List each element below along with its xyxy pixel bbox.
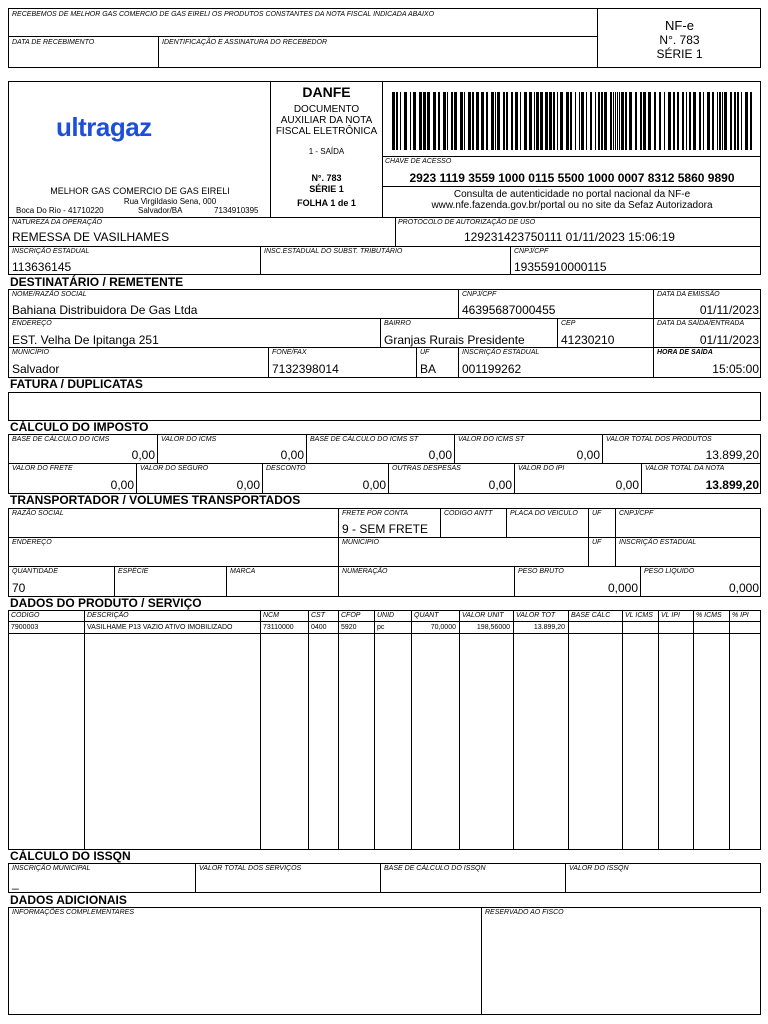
barcode-bar	[468, 92, 471, 150]
barcode-bar	[464, 92, 465, 150]
barcode-bar	[438, 92, 440, 150]
barcode-bar	[615, 92, 616, 150]
imp-r2-v1	[136, 463, 137, 494]
dest-v-uf	[416, 347, 417, 378]
transp-v-especie	[114, 566, 115, 597]
barcode-bar	[643, 92, 646, 150]
transp-especie-label: ESPÉCIE	[118, 568, 149, 575]
produtos-section: DADOS DO PRODUTO / SERVIÇO	[10, 596, 202, 610]
produtos-header-unid: UNID	[377, 612, 395, 619]
issqn-v3	[565, 863, 566, 893]
barcode-bar	[503, 92, 505, 150]
produtos-row-line	[8, 633, 761, 634]
produtos-header-pct-ipi: % IPI	[732, 612, 749, 619]
imp-bc-st-label: BASE DE CÁLCULO DO ICMS ST	[310, 436, 419, 443]
transp-peso-bruto-label: PESO BRUTO	[518, 568, 564, 575]
barcode-bar	[590, 92, 592, 150]
barcode-bar	[549, 92, 552, 150]
ie-divider	[260, 246, 261, 275]
imp-total-prod: 13.899,20	[705, 448, 759, 462]
canhoto-nfe-label: NF-e	[665, 18, 694, 33]
transp-peso-liquido: 0,000	[728, 581, 759, 595]
canhoto-nfe-serie: SÉRIE 1	[656, 47, 703, 61]
barcode-bar	[613, 92, 614, 150]
imp-total-nota-label: VALOR TOTAL DA NOTA	[645, 465, 725, 472]
fatura-box	[8, 392, 761, 421]
produto-cell-descricao: VASILHAME P13 VAZIO ATIVO IMOBILIZADO	[87, 624, 233, 631]
dest-nome: Bahiana Distribuidora De Gas Ltda	[12, 303, 198, 317]
transp-v-peso	[514, 566, 515, 597]
emitente-bairro: Boca Do Rio - 41710220	[16, 206, 104, 215]
danfe-line1: DOCUMENTO	[293, 104, 360, 115]
adicionais-section: DADOS ADICIONAIS	[10, 893, 127, 907]
barcode-bar	[419, 92, 422, 150]
dest-saida-label: DATA DA SAÍDA/ENTRADA	[657, 320, 745, 327]
produtos-header-quant: QUANT	[414, 612, 439, 619]
produtos-header-valor-unit: VALOR UNIT	[462, 612, 504, 619]
produtos-col-divider	[513, 610, 514, 850]
produtos-col-divider	[658, 610, 659, 850]
adicionais-divider	[481, 907, 482, 1015]
imp-icms-label: VALOR DO ICMS	[161, 436, 217, 443]
issqn-im-value: _	[12, 876, 19, 890]
dest-endereco-label: ENDEREÇO	[12, 320, 52, 327]
transp-placa-label: PLACA DO VEICULO	[510, 510, 578, 517]
produtos-header-pct-icms: % ICMS	[696, 612, 722, 619]
barcode-bar	[520, 92, 521, 150]
barcode-bar	[586, 92, 587, 150]
barcode-bar	[545, 92, 548, 150]
produto-cell-valor-unit: 198,56000	[476, 624, 510, 631]
iest-divider	[510, 246, 511, 275]
natureza-top-line	[8, 217, 761, 218]
transp-uf2-label: UF	[592, 539, 602, 546]
barcode-bar	[495, 92, 496, 150]
produto-cell-codigo: 7900003	[11, 624, 39, 631]
barcode-bar	[689, 92, 691, 150]
dest-municipio-label: MUNICÍPIO	[12, 349, 49, 356]
transp-municipio-label: MUNICIPIO	[342, 539, 379, 546]
imp-r1-v1	[157, 434, 158, 463]
danfe-line2: AUXILIAR DA NOTA	[280, 115, 373, 126]
barcode-bar	[433, 92, 436, 150]
chave-value: 2923 1119 3559 1000 0115 5500 1000 0007 8312 5860 9890	[409, 171, 735, 185]
inscricao-top-line	[8, 246, 761, 247]
produtos-header-vl-ipi: VL IPI	[661, 612, 680, 619]
produtos-col-divider	[568, 610, 569, 850]
dest-emissao: 01/11/2023	[699, 303, 759, 317]
produtos-header-base-calc: BASE CÁLC	[571, 612, 611, 619]
dest-v-ie	[458, 347, 459, 378]
produtos-header-codigo: CÓDIGO	[11, 612, 40, 619]
dest-saida: 01/11/2023	[699, 333, 759, 347]
emitente-cnpj-label: CNPJ/CPF	[514, 248, 549, 255]
transp-numeracao-label: NUMERAÇÃO	[342, 568, 388, 575]
barcode-bar	[579, 92, 580, 150]
issqn-valor-label: VALOR DO ISSQN	[569, 865, 629, 872]
imp-outras-label: OUTRAS DESPESAS	[392, 465, 461, 472]
barcode-bar	[722, 92, 723, 150]
protocolo-label: PROTOCOLO DE AUTORIZAÇÃO DE USO	[398, 219, 536, 226]
issqn-section: CÁLCULO DO ISSQN	[10, 849, 131, 863]
dest-v-bairro	[380, 318, 381, 347]
emitente-endereco: Rua Virgildasio Sena, 000	[123, 197, 217, 206]
transp-quantidade-label: QUANTIDADE	[12, 568, 58, 575]
produto-cell-quant: 70,0000	[430, 624, 456, 631]
barcode-bar	[707, 92, 710, 150]
barcode-bar	[659, 92, 661, 150]
reservado-fisco-label: RESERVADO AO FISCO	[485, 909, 564, 916]
dest-fone: 7132398014	[272, 362, 339, 376]
natureza-value: REMESSA DE VASILHAMES	[12, 230, 170, 244]
produtos-header-valor-tot: VALOR TOT	[516, 612, 556, 619]
barcode-bar	[699, 92, 701, 150]
barcode-bar	[686, 92, 687, 150]
emitente-nome: MELHOR GAS COMERCIO DE GAS EIRELI	[50, 186, 230, 196]
dest-cep-label: CEP	[561, 320, 576, 327]
emitente-cidade: Salvador/BA	[138, 206, 183, 215]
transp-v-antt	[440, 508, 441, 537]
barcode-bar	[486, 92, 488, 150]
barcode-bar	[515, 92, 518, 150]
barcode-bar	[734, 92, 736, 150]
consulta-top-line	[382, 186, 761, 187]
produto-cell-cst: 0400	[311, 624, 327, 631]
barcode-bar	[617, 92, 618, 150]
barcode-bar	[619, 92, 620, 150]
dest-fone-label: FONE/FAX	[272, 349, 307, 356]
imp-total-nota: 13.899,20	[705, 478, 759, 492]
barcode-bar	[595, 92, 596, 150]
barcode-bar	[511, 92, 513, 150]
danfe-line3: FISCAL ELETRÔNICA	[275, 126, 378, 137]
barcode-bar	[682, 92, 684, 150]
imp-frete: 0,00	[110, 478, 134, 492]
dest-ie: 001199262	[462, 362, 522, 376]
produtos-col-divider	[308, 610, 309, 850]
dest-endereco: EST. Velha De Ipitanga 251	[12, 333, 159, 347]
canhoto-vline	[158, 36, 159, 68]
issqn-v1	[195, 863, 196, 893]
barcode-bar	[654, 92, 656, 150]
imp-r2-v5	[641, 463, 642, 494]
adicionais-box	[8, 907, 761, 1015]
produtos-col-divider	[622, 610, 623, 850]
barcode-bar	[621, 92, 624, 150]
imp-icms-st: 0,00	[576, 448, 600, 462]
barcode-bar	[524, 92, 527, 150]
barcode-bar	[648, 92, 651, 150]
barcode-bar	[392, 92, 395, 150]
imp-r1-v2	[306, 434, 307, 463]
produtos-header-ncm: NCM	[263, 612, 279, 619]
issqn-base-label: BASE DE CÁLCULO DO ISSQN	[384, 865, 486, 872]
transp-line1	[8, 537, 761, 538]
barcode-bar	[724, 92, 727, 150]
identificacao-label: IDENTIFICAÇÃO E ASSINATURA DO RECEBEDOR	[162, 39, 328, 46]
danfe-numero: N°. 783	[311, 173, 342, 183]
barcode-bar	[664, 92, 665, 150]
transp-peso-liquido-label: PESO LIQUIDO	[644, 568, 695, 575]
imp-seguro-label: VALOR DO SEGURO	[140, 465, 209, 472]
issqn-im-label: INSCRIÇÃO MUNICIPAL	[12, 865, 91, 872]
barcode-bar	[625, 92, 627, 150]
barcode-bar	[529, 92, 532, 150]
natureza-label: NATUREZA DA OPERAÇÃO	[12, 219, 102, 226]
imp-ipi-label: VALOR DO IPI	[518, 465, 565, 472]
protocolo-value: 129231423750111 01/11/2023 15:06:19	[464, 230, 675, 244]
chave-label: CHAVE DE ACESSO	[385, 158, 452, 165]
dest-bairro: Granjas Rurais Presidente	[384, 333, 525, 347]
dest-v-emissao	[653, 289, 654, 378]
transportador-section: TRANSPORTADOR / VOLUMES TRANSPORTADOS	[10, 493, 301, 507]
dest-v-fone	[268, 347, 269, 378]
barcode-bar	[557, 92, 558, 150]
ie-value: 113636145	[12, 260, 72, 274]
dest-hora-label: HORA DE SAÍDA	[657, 349, 713, 356]
fatura-section: FATURA / DUPLICATAS	[10, 377, 143, 391]
imposto-mid-line	[8, 463, 761, 464]
danfe-folha: FOLHA 1 de 1	[297, 198, 356, 208]
barcode-bar	[598, 92, 600, 150]
produtos-col-divider	[260, 610, 261, 850]
canhoto-hline	[8, 36, 597, 37]
destinatario-section: DESTINATÁRIO / REMETENTE	[10, 275, 184, 289]
barcode-bar	[460, 92, 463, 150]
imp-r2-v2	[262, 463, 263, 494]
imp-outras: 0,00	[488, 478, 512, 492]
transp-frete-label: FRETE POR CONTA	[342, 510, 408, 517]
issqn-vts-label: VALOR TOTAL DOS SERVIÇOS	[199, 865, 302, 872]
barcode-bar	[443, 92, 446, 150]
dest-line1	[8, 318, 761, 319]
imp-bc-icms: 0,00	[131, 448, 155, 462]
barcode-bar	[410, 92, 411, 150]
barcode-bar	[396, 92, 398, 150]
produtos-col-divider	[84, 610, 85, 850]
danfe-title: DANFE	[302, 84, 351, 100]
produtos-header-cfop: CFOP	[341, 612, 361, 619]
produtos-col-divider	[693, 610, 694, 850]
produtos-header-vl-icms: VL ICMS	[625, 612, 653, 619]
dest-cep: 41230210	[561, 333, 615, 347]
barcode-bar	[570, 92, 572, 150]
imp-r1-v4	[602, 434, 603, 463]
danfe-tipo: 1 - SAÍDA	[308, 147, 345, 156]
barcode-bar	[472, 92, 474, 150]
barcode-bar	[677, 92, 679, 150]
transp-quantidade: 70	[12, 581, 26, 595]
barcode-bar	[553, 92, 555, 150]
barcode-bar	[447, 92, 448, 150]
dest-cnpj-label: CNPJ/CPF	[462, 291, 497, 298]
imp-bc-icms-label: BASE DE CÁLCULO DO ICMS	[12, 436, 110, 443]
barcode-bar	[719, 92, 721, 150]
imp-icms: 0,00	[280, 448, 304, 462]
ie-label: INSCRIÇÃO ESTADUAL	[12, 248, 90, 255]
info-complementares-label: INFORMAÇÕES COMPLEMENTARES	[12, 909, 134, 916]
imp-desconto: 0,00	[362, 478, 386, 492]
barcode-bar	[640, 92, 642, 150]
imp-icms-st-label: VALOR DO ICMS ST	[458, 436, 525, 443]
logo-text: ultragaz	[56, 112, 152, 142]
transp-v-placa	[506, 508, 507, 537]
barcode-bar	[497, 92, 500, 150]
dest-uf-label: UF	[420, 349, 430, 356]
imp-bc-st: 0,00	[428, 448, 452, 462]
barcode-bar	[673, 92, 675, 150]
transp-peso-bruto: 0,000	[607, 581, 638, 595]
barcode-bar	[581, 92, 584, 150]
barcode-bar	[423, 92, 426, 150]
barcode-bar	[400, 92, 401, 150]
barcode-bar	[737, 92, 739, 150]
produtos-col-divider	[338, 610, 339, 850]
imp-r2-v3	[388, 463, 389, 494]
produto-cell-unid: pc	[377, 624, 385, 631]
danfe-serie: SÉRIE 1	[309, 184, 344, 194]
produtos-header-descricao: DESCRIÇÃO	[87, 612, 129, 619]
barcode-bar	[481, 92, 484, 150]
barcode-bar	[741, 92, 742, 150]
barcode-bar	[534, 92, 535, 150]
dest-uf: BA	[420, 362, 437, 376]
data-recebimento-label: DATA DE RECEBIMENTO	[12, 39, 95, 46]
dest-bairro-label: BAIRRO	[384, 320, 411, 327]
barcode-bar	[491, 92, 494, 150]
dest-emissao-label: DATA DA EMISSÃO	[657, 291, 720, 298]
imp-desconto-label: DESCONTO	[266, 465, 306, 472]
barcode-bar	[730, 92, 732, 150]
transp-uf-label: UF	[592, 510, 602, 517]
issqn-v2	[380, 863, 381, 893]
consulta-line2: www.nfe.fazenda.gov.br/portal ou no site da Sefaz Autorizadora	[431, 200, 713, 211]
transp-v-uf	[588, 508, 589, 566]
barcode-bar	[668, 92, 671, 150]
dest-hora: 15:05:00	[712, 362, 759, 376]
emitente-cnpj-value: 19355910000115	[514, 260, 607, 274]
natureza-divider	[395, 217, 396, 246]
barcode-bar	[610, 92, 612, 150]
barcode-bar	[575, 92, 576, 150]
barcode-image	[392, 92, 752, 150]
imp-r2-v4	[514, 463, 515, 494]
barcode-bar	[413, 92, 416, 150]
imp-ipi: 0,00	[615, 478, 639, 492]
produtos-header-line	[8, 621, 761, 622]
produto-cell-valor-tot: 13.899,20	[533, 624, 565, 631]
imp-r1-v3	[454, 434, 455, 463]
dest-nome-label: NOME/RAZÃO SOCIAL	[12, 291, 87, 298]
produtos-col-divider	[374, 610, 375, 850]
emitente-telefone: 7134910395	[214, 206, 259, 215]
barcode-bar	[404, 92, 407, 150]
barcode-bar	[717, 92, 718, 150]
transp-frete: 9 - SEM FRETE	[342, 522, 429, 536]
barcode-bar	[454, 92, 457, 150]
canhoto-text: RECEBEMOS DE MELHOR GAS COMERCIO DE GAS EIRELI OS PRODUTOS CONSTANTES DA NOTA FISCAL INDICADA ABAIXO	[12, 11, 435, 18]
canhoto-nfe-numero: N°. 783	[659, 33, 700, 47]
dest-cnpj: 46395687000455	[462, 303, 556, 317]
transp-v-cnpj	[615, 508, 616, 566]
barcode-bar	[635, 92, 637, 150]
barcode-bar	[693, 92, 696, 150]
barcode-bar	[540, 92, 543, 150]
ultragaz-logo	[56, 112, 152, 142]
transp-ie-label: INSCRIÇÃO ESTADUAL	[619, 539, 697, 546]
transp-antt-label: CODIGO ANTT	[444, 510, 493, 517]
produtos-col-divider	[729, 610, 730, 850]
transp-v-frete	[338, 508, 339, 597]
barcode-bar	[750, 92, 752, 150]
barcode-bar	[476, 92, 479, 150]
dest-v-cep	[557, 318, 558, 347]
transp-cnpj-label: CNPJ/CPF	[619, 510, 654, 517]
produto-cell-cfop: 5920	[341, 624, 357, 631]
barcode-bar	[451, 92, 453, 150]
transp-razao-label: RAZÃO SOCIAL	[12, 510, 64, 517]
barcode-bar	[427, 92, 430, 150]
imposto-section: CÁLCULO DO IMPOSTO	[10, 420, 149, 434]
transp-line2	[8, 566, 761, 567]
barcode-bar	[560, 92, 563, 150]
dest-v-cnpj	[458, 289, 459, 318]
barcode-bar	[601, 92, 603, 150]
barcode-bar	[604, 92, 607, 150]
transp-endereco-label: ENDEREÇO	[12, 539, 52, 546]
produtos-box	[8, 610, 761, 850]
produtos-header-cst: CST	[311, 612, 325, 619]
consulta-line1: Consulta de autenticidade no portal nacional da NF-e	[453, 189, 691, 200]
barcode-bar	[745, 92, 748, 150]
barcode-bar	[712, 92, 714, 150]
dest-line2	[8, 347, 761, 348]
transp-marca-label: MARCA	[230, 568, 256, 575]
barcode-bar	[506, 92, 508, 150]
barcode-bar	[629, 92, 632, 150]
dest-ie-label: INSCRIÇÃO ESTADUAL	[462, 349, 540, 356]
transp-v-marca	[226, 566, 227, 597]
chave-top-line	[382, 156, 761, 157]
dest-municipio: Salvador	[12, 362, 60, 376]
transp-v-pesol	[640, 566, 641, 597]
iest-label: INSC.ESTADUAL DO SUBST. TRIBUTÁRIO	[264, 248, 403, 255]
imp-seguro: 0,00	[236, 478, 260, 492]
imp-frete-label: VALOR DO FRETE	[12, 465, 73, 472]
imp-total-prod-label: VALOR TOTAL DOS PRODUTOS	[606, 436, 712, 443]
produtos-col-divider	[459, 610, 460, 850]
barcode-bar	[536, 92, 539, 150]
produtos-col-divider	[411, 610, 412, 850]
produto-cell-ncm: 73110000	[263, 624, 294, 631]
barcode-bar	[566, 92, 569, 150]
barcode-bar	[703, 92, 704, 150]
